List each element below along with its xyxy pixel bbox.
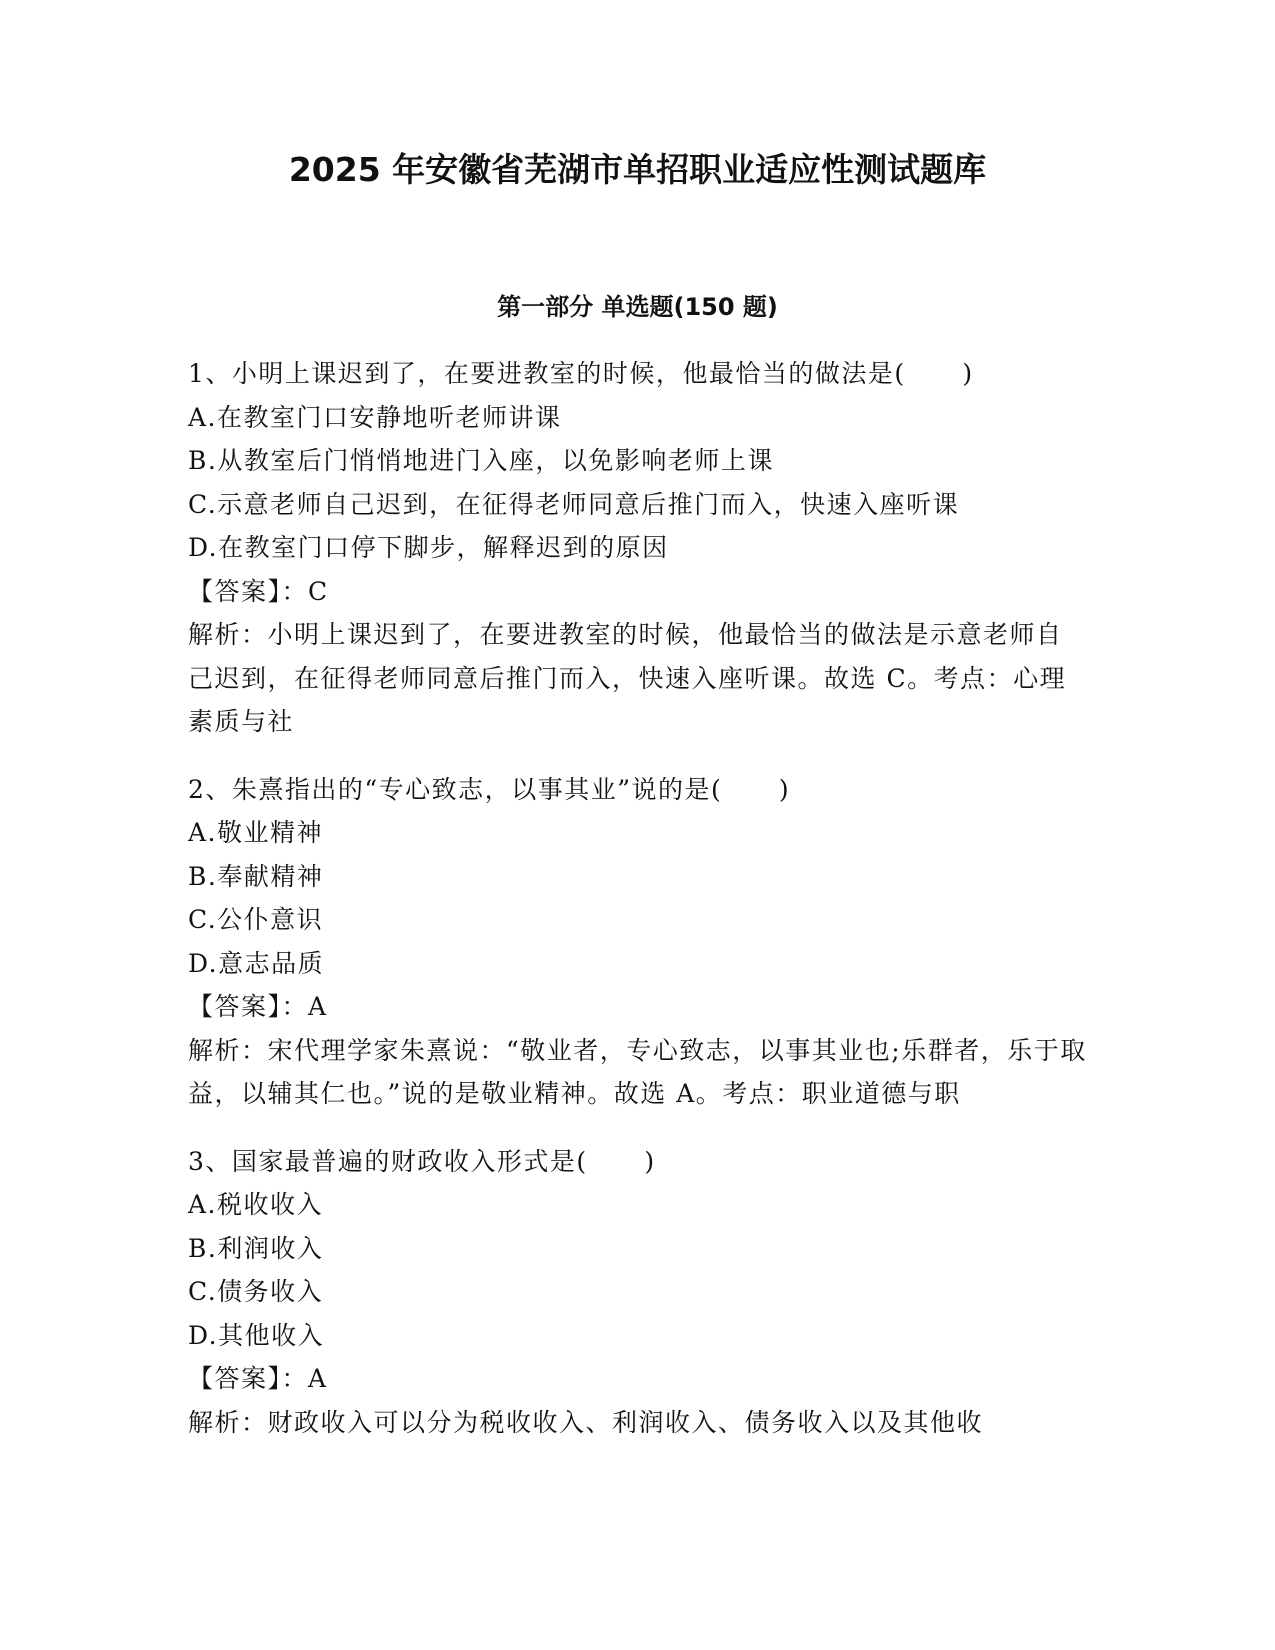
option-d: D.在教室门口停下脚步，解释迟到的原因: [188, 533, 669, 562]
document-title: 2025 年安徽省芜湖市单招职业适应性测试题库: [288, 150, 987, 189]
option-c: C.债务收入: [188, 1277, 324, 1306]
question-2: [188, 768, 1088, 1116]
question-1: [188, 352, 1088, 744]
option-d: D.其他收入: [188, 1320, 325, 1350]
question-stem: 2、朱熹指出的“专心致志，以事其业”说的是( ): [188, 774, 791, 804]
question-3: [188, 1140, 1088, 1445]
explanation-text: 解析：宋代理学家朱熹说：“敬业者，专心致志，以事其业也;乐群者，乐于取益，以辅其仁也。”说的是敬业精神。故选 A。考点：职业道德与职: [188, 1035, 1087, 1108]
answer-line: 【答案】：C: [188, 576, 329, 606]
option-a: A.在教室门口安静地听老师讲课: [188, 402, 562, 432]
question-stem: 1、小明上课迟到了，在要进教室的时候，他最恰当的做法是( ): [188, 359, 974, 388]
question-stem: 3、国家最普遍的财政收入形式是( ): [188, 1146, 656, 1176]
option-b: B.从教室后门悄悄地进门入座，以免影响老师上课: [188, 446, 774, 475]
explanation-text: 解析：财政收入可以分为税收收入、利润收入、债务收入以及其他收: [188, 1407, 984, 1437]
option-a: A.税收收入: [188, 1190, 324, 1219]
section-title: 第一部分 单选题(150 题): [497, 293, 778, 321]
option-b: B.奉献精神: [188, 861, 324, 891]
option-c: C.公仆意识: [188, 905, 324, 934]
question-list: [188, 352, 1088, 1468]
option-b: B.利润收入: [188, 1233, 324, 1263]
answer-line: 【答案】：A: [188, 992, 328, 1021]
answer-line: 【答案】：A: [188, 1364, 328, 1393]
explanation-text: 解析：小明上课迟到了，在要进教室的时候，他最恰当的做法是示意老师自己迟到，在征得老师同意后推门而入，快速入座听课。故选 C。考点：心理素质与社: [188, 620, 1067, 736]
option-a: A.敬业精神: [188, 818, 324, 847]
option-c: C.示意老师自己迟到，在征得老师同意后推门而入，快速入座听课: [188, 489, 960, 519]
option-d: D.意志品质: [188, 948, 325, 978]
